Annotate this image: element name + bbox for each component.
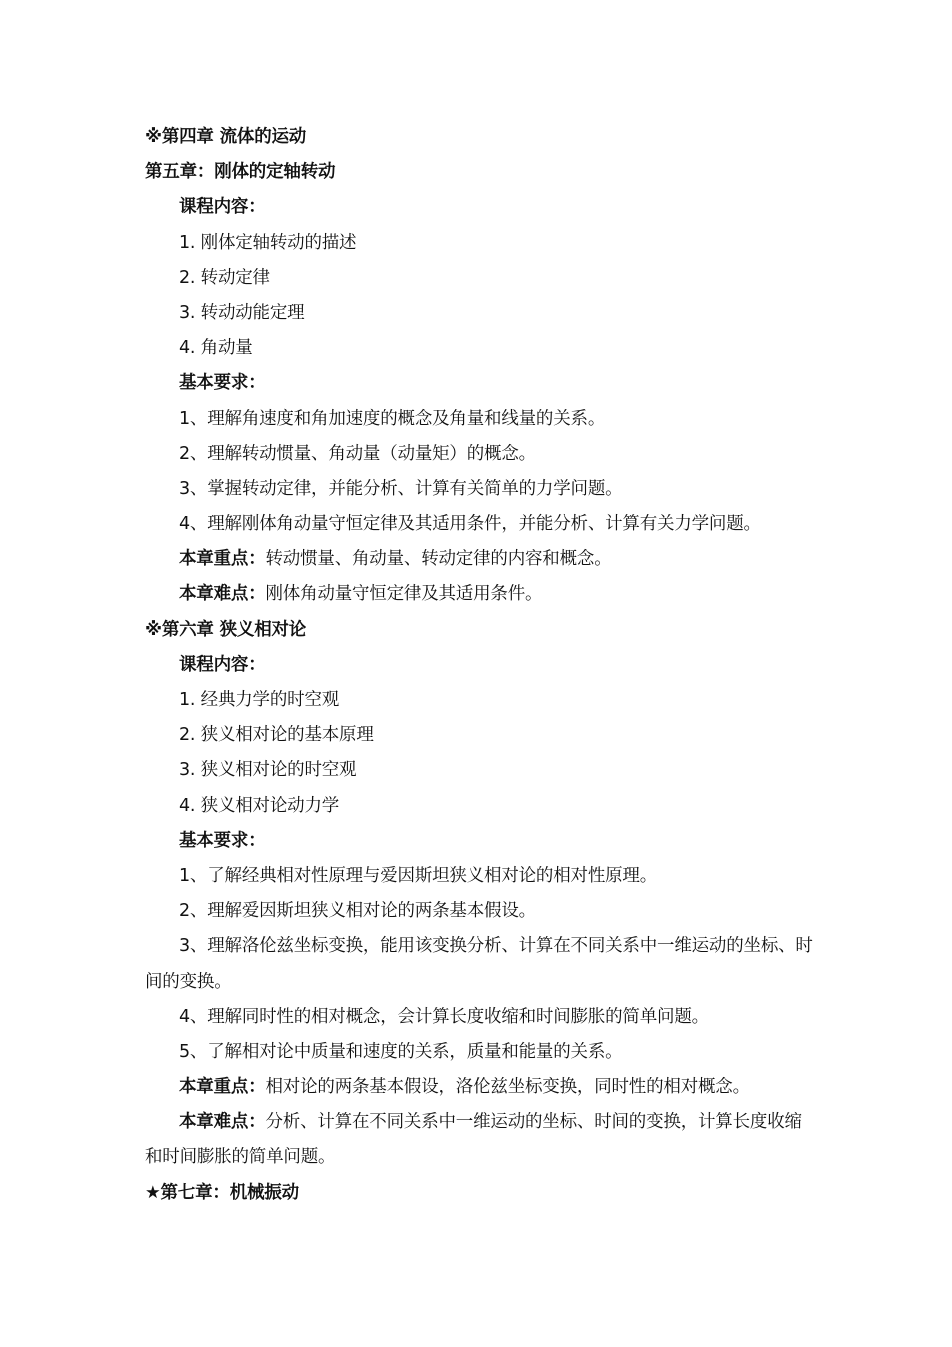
ch6-key-text: 相对论的两条基本假设，洛伦兹坐标变换，同时性的相对概念。 <box>265 1077 750 1098</box>
chapter-4-title: ※第四章 流体的运动 <box>145 127 307 147</box>
ch6-difficult-points <box>145 1105 815 1175</box>
ch5-requirement-item: 1、理解角速度和角加速度的概念及角量和线量的关系。 <box>179 408 606 429</box>
ch5-key-text: 转动惯量、角动量、转动定律的内容和概念。 <box>265 549 612 570</box>
ch6-key-label: 本章重点： <box>179 1077 266 1098</box>
ch6-content-item: 1. 经典力学的时空观 <box>179 690 340 710</box>
chapter-7-title: ★第七章：机械振动 <box>145 1182 299 1203</box>
ch6-difficult-label: 本章难点： <box>179 1112 266 1133</box>
ch6-requirements-label: 基本要求： <box>179 830 266 851</box>
ch5-requirement-item: 2、理解转动惯量、角动量（动量矩）的概念。 <box>179 443 536 464</box>
ch5-content-item: 1. 刚体定轴转动的描述 <box>179 232 357 253</box>
document-content <box>145 120 815 1211</box>
ch5-difficult-points <box>145 577 815 612</box>
ch5-key-label: 本章重点： <box>179 549 266 570</box>
ch6-content-label: 课程内容： <box>179 654 266 675</box>
ch6-content-item: 2. 狭义相对论的基本原理 <box>179 725 374 746</box>
ch5-difficult-text: 刚体角动量守恒定律及其适用条件。 <box>265 584 543 605</box>
ch6-requirement-item: 3、理解洛伦兹坐标变换，能用该变换分析、计算在不同关系中一维运动的坐标、时间的变换。 <box>145 936 813 992</box>
ch5-key-points <box>145 542 815 577</box>
chapter-6-title: ※第六章 狭义相对论 <box>145 619 307 640</box>
ch5-content-label: 课程内容： <box>179 197 266 218</box>
ch5-requirement-item: 3、掌握转动定律，并能分析、计算有关简单的力学问题。 <box>179 478 623 499</box>
ch5-content-item: 4. 角动量 <box>179 338 253 359</box>
ch6-difficult-text: 分析、计算在不同关系中一维运动的坐标、时间的变换，计算长度收缩和时间膨胀的简单问题。 <box>145 1112 802 1168</box>
ch6-requirement-item: 4、理解同时性的相对概念，会计算长度收缩和时间膨胀的简单问题。 <box>179 1006 709 1027</box>
chapter-5-title: 第五章：刚体的定轴转动 <box>145 162 336 183</box>
ch5-content-item: 2. 转动定律 <box>179 267 270 288</box>
ch6-requirement-item: 2、理解爱因斯坦狭义相对论的两条基本假设。 <box>179 901 536 922</box>
ch5-difficult-label: 本章难点： <box>179 584 266 605</box>
ch6-requirement-item: 5、了解相对论中质量和速度的关系，质量和能量的关系。 <box>179 1041 623 1062</box>
ch5-requirement-item: 4、理解刚体角动量守恒定律及其适用条件，并能分析、计算有关力学问题。 <box>179 514 761 535</box>
ch6-requirement-item: 1、了解经典相对性原理与爱因斯坦狭义相对论的相对性原理。 <box>179 865 658 886</box>
ch5-requirements-label: 基本要求： <box>179 373 266 394</box>
ch6-key-points <box>145 1070 815 1105</box>
ch6-content-item: 4. 狭义相对论动力学 <box>179 795 340 816</box>
ch5-content-item: 3. 转动动能定理 <box>179 302 305 323</box>
ch6-content-item: 3. 狭义相对论的时空观 <box>179 760 357 781</box>
